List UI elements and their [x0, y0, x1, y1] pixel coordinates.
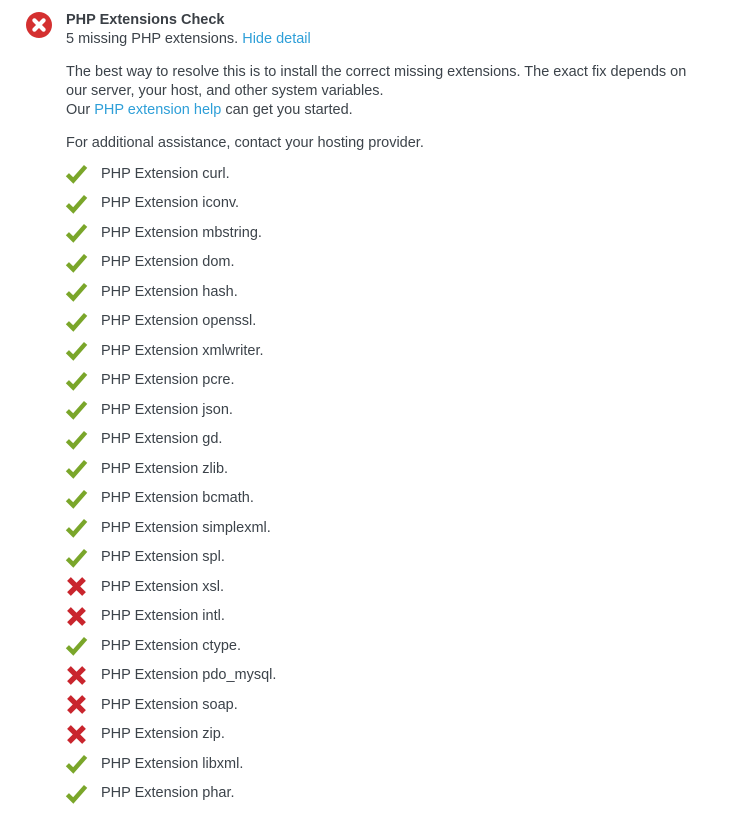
php-extension-help-link[interactable]: PHP extension help	[94, 102, 222, 118]
check-summary	[66, 30, 736, 49]
extension-label: PHP Extension openssl.	[101, 313, 257, 330]
extension-label: PHP Extension spl.	[101, 549, 225, 566]
resolve-line-3-suffix: can get you started.	[221, 102, 353, 118]
extension-row	[64, 425, 736, 455]
extension-row	[64, 779, 736, 809]
resolve-paragraph	[66, 63, 734, 120]
page-title: PHP Extensions Check	[66, 12, 225, 28]
check-icon	[65, 280, 88, 303]
check-icon	[65, 369, 88, 392]
extension-label: PHP Extension zip.	[101, 726, 225, 743]
extension-row	[64, 749, 736, 779]
status-icon-box	[64, 191, 88, 215]
extension-row	[64, 454, 736, 484]
check-icon	[65, 457, 88, 480]
resolve-line-2: our server, your host, and other system variables.	[66, 83, 384, 99]
extension-label: PHP Extension soap.	[101, 696, 238, 713]
extension-label: PHP Extension iconv.	[101, 195, 240, 212]
check-icon	[65, 487, 88, 510]
error-circle-icon	[26, 12, 52, 38]
extension-row	[64, 661, 736, 691]
status-icon-box	[64, 486, 88, 510]
extension-row	[64, 572, 736, 602]
status-icon-box	[64, 604, 88, 628]
status-icon-box	[64, 693, 88, 717]
check-icon	[65, 782, 88, 805]
status-icon-box	[64, 752, 88, 776]
status-icon-box	[64, 250, 88, 274]
check-icon	[65, 428, 88, 451]
extension-label: PHP Extension pdo_mysql.	[101, 667, 277, 684]
extension-label: PHP Extension zlib.	[101, 460, 229, 477]
extension-row	[64, 336, 736, 366]
extension-row	[64, 484, 736, 514]
check-icon	[65, 339, 88, 362]
status-icon-box	[64, 634, 88, 658]
extension-label: PHP Extension dom.	[101, 254, 235, 271]
hide-detail-link[interactable]: Hide detail	[242, 31, 311, 47]
status-icon-box	[64, 368, 88, 392]
extension-row	[64, 631, 736, 661]
extension-label: PHP Extension intl.	[101, 608, 225, 625]
resolve-line-3-prefix: Our	[66, 102, 95, 118]
check-icon	[65, 546, 88, 569]
summary-text: 5 missing PHP extensions.	[66, 31, 243, 47]
extension-label: PHP Extension xsl.	[101, 578, 225, 595]
check-icon	[65, 752, 88, 775]
extension-label: PHP Extension simplexml.	[101, 519, 271, 536]
status-icon-box	[64, 221, 88, 245]
check-icon	[65, 398, 88, 421]
extension-row	[64, 307, 736, 337]
extension-list	[64, 159, 736, 808]
extension-label: PHP Extension gd.	[101, 431, 223, 448]
check-icon	[65, 516, 88, 539]
x-icon	[66, 665, 87, 686]
extension-row	[64, 513, 736, 543]
status-icon-box	[64, 457, 88, 481]
extension-row	[64, 720, 736, 750]
extension-row	[64, 543, 736, 573]
resolve-line-1: The best way to resolve this is to install the correct missing extensions. The exact fix depends on	[66, 64, 687, 80]
status-icon-box	[64, 663, 88, 687]
check-icon	[65, 310, 88, 333]
extension-row	[64, 277, 736, 307]
status-icon-box	[64, 398, 88, 422]
status-icon-box	[64, 545, 88, 569]
extension-label: PHP Extension libxml.	[101, 755, 244, 772]
extension-label: PHP Extension ctype.	[101, 637, 241, 654]
status-icon-box	[64, 516, 88, 540]
status-icon-box	[64, 162, 88, 186]
check-icon	[65, 192, 88, 215]
x-icon	[66, 606, 87, 627]
extension-row	[64, 395, 736, 425]
status-icon-box	[64, 781, 88, 805]
check-icon	[65, 221, 88, 244]
extension-row	[64, 602, 736, 632]
status-icon-box	[64, 722, 88, 746]
extension-row	[64, 366, 736, 396]
check-icon	[65, 162, 88, 185]
extension-row	[64, 690, 736, 720]
extension-label: PHP Extension bcmath.	[101, 490, 254, 507]
x-icon	[66, 576, 87, 597]
extension-row	[64, 218, 736, 248]
x-icon	[66, 724, 87, 745]
extension-label: PHP Extension xmlwriter.	[101, 342, 264, 359]
extension-row	[64, 248, 736, 278]
status-icon-box	[64, 280, 88, 304]
extension-label: PHP Extension json.	[101, 401, 233, 418]
extension-label: PHP Extension hash.	[101, 283, 238, 300]
extension-label: PHP Extension curl.	[101, 165, 230, 182]
check-icon	[65, 251, 88, 274]
extension-row	[64, 189, 736, 219]
status-icon-box	[64, 339, 88, 363]
check-icon	[65, 634, 88, 657]
status-icon-box	[64, 309, 88, 333]
status-icon-box	[64, 575, 88, 599]
assistance-paragraph: For additional assistance, contact your hosting provider.	[66, 135, 424, 151]
extension-row	[64, 159, 736, 189]
x-icon	[66, 694, 87, 715]
extension-label: PHP Extension pcre.	[101, 372, 235, 389]
extension-label: PHP Extension mbstring.	[101, 224, 262, 241]
extension-label: PHP Extension phar.	[101, 785, 235, 802]
status-icon-box	[64, 427, 88, 451]
